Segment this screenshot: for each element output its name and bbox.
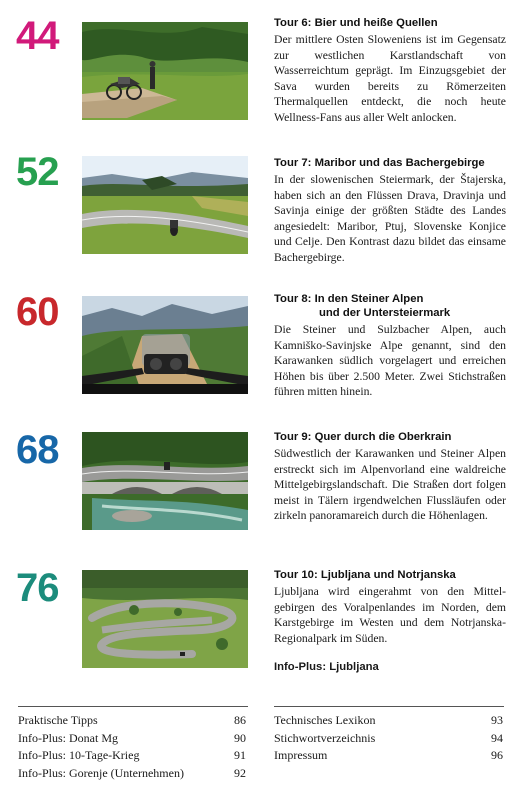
tour-photo-road [82,156,248,254]
tour-description: Der mittlere Osten Sloweniens ist im Gegensatz zur westlichen Karstlandschaft von Wasserreichtum geprägt. Im Einzugsgebiet der Sava wurden bereits zu Römerzeiten Thermalquellen entdeckt, die noch heute Wellness-Fans aus aller Welt anlocken. [274,33,506,124]
bridge-photo-image [82,432,248,530]
cockpit-photo-image [82,296,248,394]
tour-description: Ljubljana wird eingerahmt von den Mittelgebirgen des Voralpenlandes im Norden, dem Karstgebirge im Westen und dem Notrjanska-Regionalpark im Süden. [274,585,506,645]
index-list-left [18,712,246,782]
page-number: 68 [16,428,59,472]
tour-text [274,568,506,646]
tour-description: Die Steiner und Sulzbacher Alpen, auch Kamniško-Savinjske Alpe genannt, sind den Karawanken südlich vorgelagert und erreichen Höhen bis über 2.500 Meter. Zwei Stichstraßen führen mitten hinein. [274,323,506,399]
tour-title: Tour 6: Bier und heiße Quellen [274,17,438,29]
tour-photo-cockpit [82,296,248,394]
page-number: 60 [16,290,59,334]
tour-text [274,430,506,524]
index-list-right [274,712,503,765]
tour-description: Südwestlich der Karawanken und Steiner Alpen erstreckt sich im Alpenvorland eine waldreiche Mittelgebirgslandschaft. Die Straßen dort folgen meist in Tälern irgendwelchen Flussläufen oder zirkeln panoramareich durch die Höhenlagen. [274,447,506,523]
road-photo-image [82,156,248,254]
index-entry[interactable]: Info-Plus: Donat Mg 90 [18,730,246,745]
index-entry[interactable]: Impressum 96 [274,748,503,762]
tour-photo-serpentine [82,570,248,668]
index-entry[interactable]: Technisches Lexikon 93 [274,713,503,727]
page-number: 76 [16,566,59,610]
tour-title: Tour 9: Quer durch die Oberkrain [274,431,452,443]
index-entry[interactable]: Stichwortverzeichnis 94 [274,730,503,745]
tour-photo-bridge [82,432,248,530]
index-entry[interactable]: Info-Plus: Gorenje (Unternehmen) 92 [18,765,246,780]
tour-title: Tour 7: Maribor und das Bachergebirge [274,157,485,169]
divider-right [274,706,504,707]
divider-left [18,706,248,707]
serpentine-photo-image [82,570,248,668]
tour-text [274,292,506,400]
tour-text [274,16,506,126]
tour-title: Tour 8: In den Steiner Alpen und der Untersteiermark [274,293,451,319]
tour-description: In der slowenischen Steiermark, der Štajerska, haben sich an den Flüssen Drava, Dravinja und Savinja einige der größten Städte des Landes angesiedelt: Maribor, Ptuj, Slovenske Konjice und Celje. Den Kontrast dazu bildet das einsame Bachergebirge. [274,173,506,264]
info-plus-heading: Info-Plus: Ljubljana [274,661,379,673]
tour-text [274,156,506,266]
tour-title: Tour 10: Ljubljana und Notrjanska [274,569,456,581]
page-number: 44 [16,14,59,58]
index-entry[interactable]: Info-Plus: 10-Tage-Krieg 91 [18,748,246,762]
tour-photo-lake [82,22,248,120]
index-entry[interactable]: Praktische Tipps 86 [18,713,246,727]
lake-photo-image [82,22,248,120]
page-number: 52 [16,150,59,194]
